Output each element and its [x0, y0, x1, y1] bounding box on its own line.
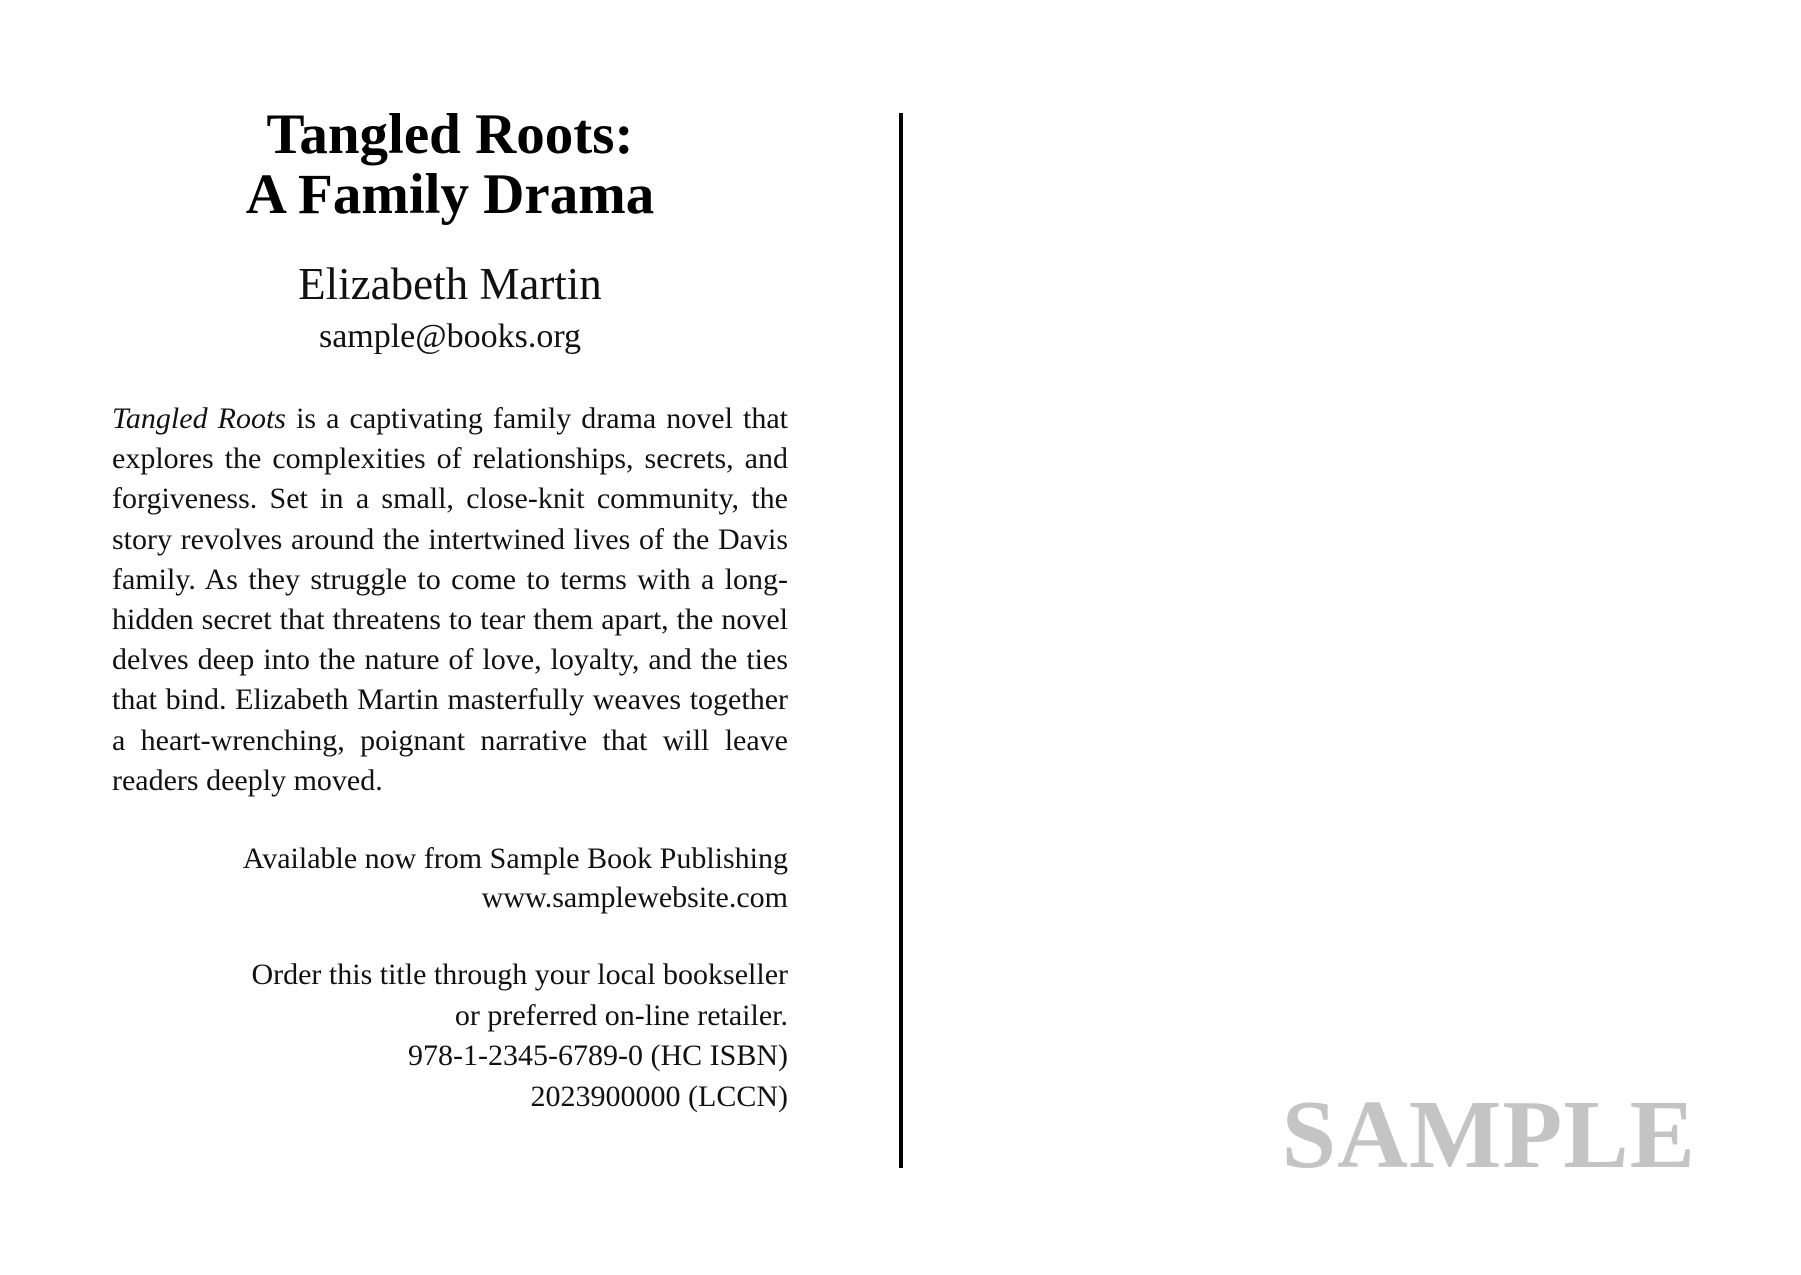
- description-book-title: Tangled Roots: [112, 402, 286, 435]
- card-text-column: [112, 105, 788, 1117]
- author-email: sample@books.org: [318, 318, 582, 355]
- website-link: www.samplewebsite.com: [481, 881, 788, 915]
- order-line-1: Order this title through your local bookseller: [251, 958, 788, 992]
- order-line-2: or preferred on-line retailer.: [454, 998, 788, 1032]
- vertical-divider: [899, 113, 903, 1168]
- availability-info: [112, 839, 788, 917]
- isbn-number: 978-1-2345-6789-0 (HC ISBN): [408, 1039, 788, 1073]
- ordering-info: [112, 955, 788, 1117]
- author-name: Elizabeth Martin: [298, 259, 602, 309]
- sample-watermark: SAMPLE: [1281, 1081, 1696, 1189]
- publisher-line: Available now from Sample Book Publishing: [242, 842, 788, 876]
- book-title-line-2: A Family Drama: [245, 163, 655, 226]
- lccn-number: 2023900000 (LCCN): [530, 1079, 788, 1113]
- description-text: is a captivating family drama novel that explores the complexities of relationships, secrets, and forgiveness. Set in a small, close-knit community, the story revolves around the intertwined lives of the Davis family. As they struggle to come to terms with a long-hidden secret that threatens to tear them apart, the novel delves deep into the nature of love, loyalty, and the ties that bind. Elizabeth Martin masterfully weaves together a heart-wrenching, poignant narrative that will leave readers deeply moved.: [112, 402, 789, 797]
- book-title: [112, 105, 788, 225]
- book-description: [112, 399, 788, 801]
- book-title-line-1: Tangled Roots:: [266, 103, 634, 166]
